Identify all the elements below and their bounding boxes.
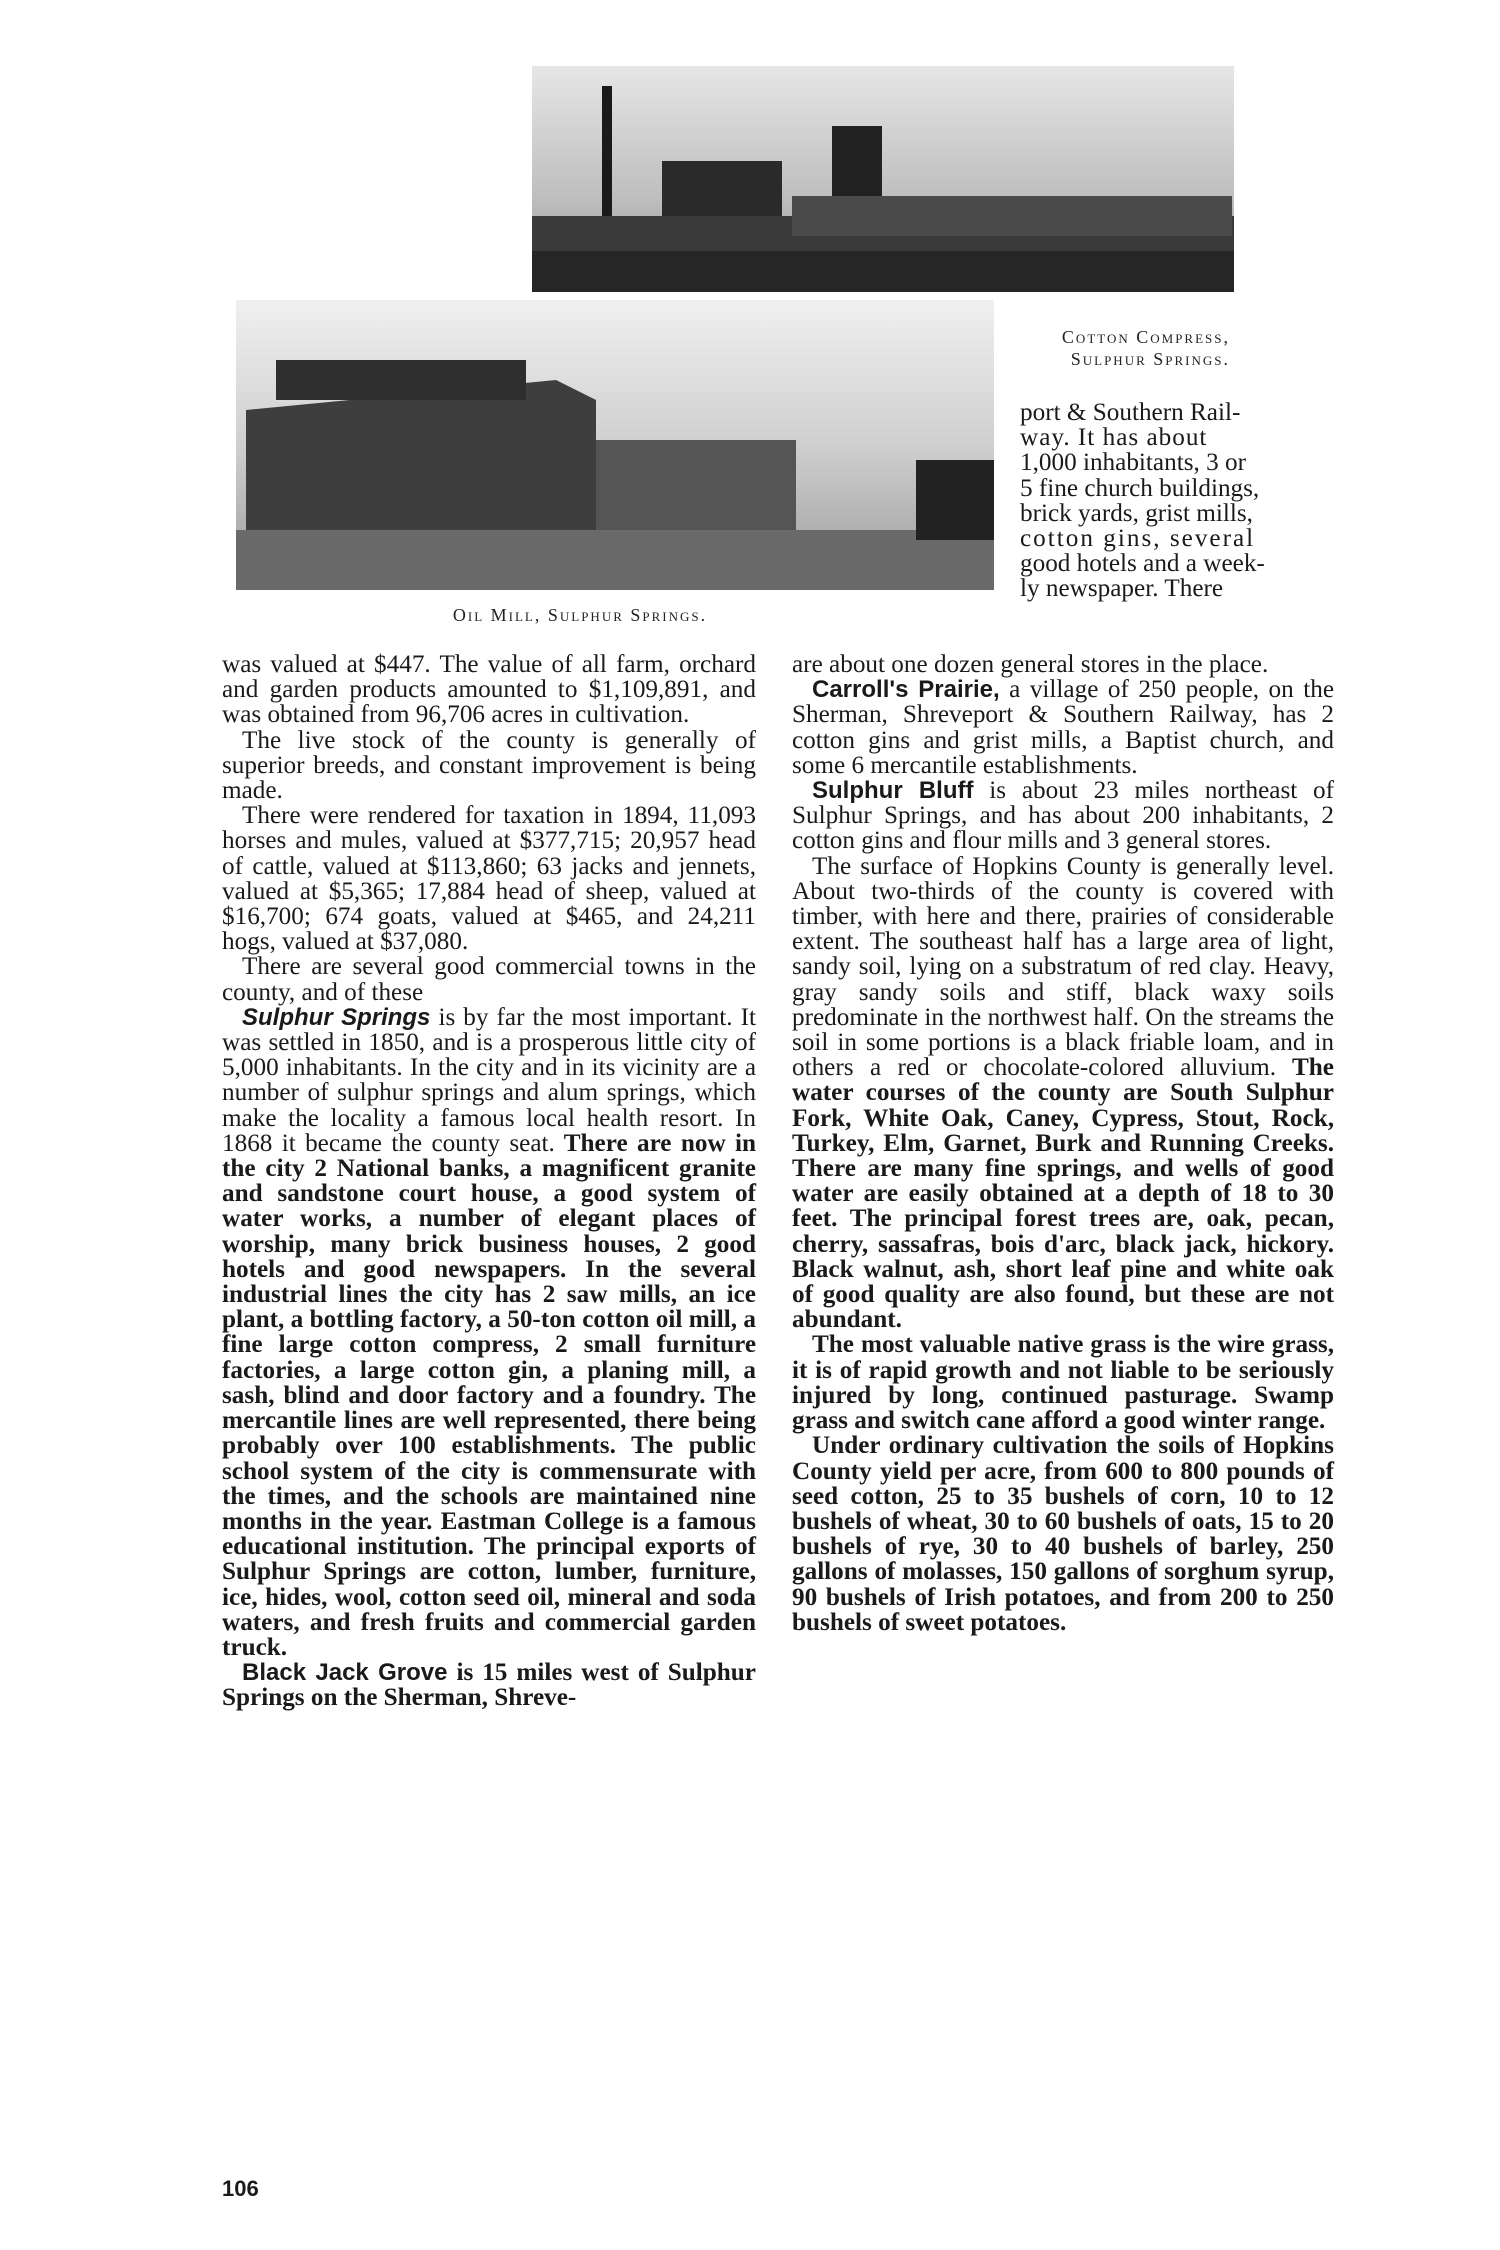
right-intro-line: port & Southern Rail- <box>1020 399 1241 426</box>
paragraph: are about one dozen general stores in the place. <box>792 651 1269 678</box>
oil-mill-photo <box>236 300 994 590</box>
paragraph: There are several good commercial towns in the county, and of these <box>222 953 756 1006</box>
right-intro-line: ly newspaper. There <box>1020 575 1224 603</box>
carrolls-prairie-heading: Carroll's Prairie, <box>812 676 1000 704</box>
cotton-compress-caption: Cotton Compress, Sulphur Springs. <box>1061 327 1230 369</box>
page-number: 106 <box>222 2176 259 2201</box>
paragraph: The surface of Hopkins County is generally level. About two-thirds of the county is covered with timber, with here and there, prairies of considerable extent. The southeast half has a large area of light, sandy soil, lying on a substratum of red clay. Heavy, gray sandy soils and stiff, black waxy soils predominate in the northwest half. On the streams the soil in some portions is a black friable loam, and in others a red or chocolate-colored alluvium. The water courses of the county are South Sulphur Fork, White Oak, Caney, Cypress, Stout, Rock, Turkey, Elm, Garnet, Burk and Running Creeks. There are many fine springs, and wells of good water are easily obtained at a depth of 18 to 30 feet. The principal forest trees are, oak, pecan, cherry, sassafras, bois d'arc, black jack, hickory. Black walnut, ash, short leaf pine and white oak of good quality are also found, but these are not abundant. <box>792 852 1334 1334</box>
paragraph: Sulphur Bluff is about 23 miles northeast of Sulphur Springs, and has about 200 inhabitants, 2 cotton gins and flour mills and 3 general stores. <box>792 777 1335 855</box>
paragraph: The live stock of the county is generally of superior breeds, and constant improvement is being made. <box>222 726 756 805</box>
cotton-compress-photo <box>532 66 1234 292</box>
right-intro-line: brick yards, grist mills, <box>1020 499 1253 527</box>
paragraph: Under ordinary cultivation the soils of Hopkins County yield per acre, from 600 to 800 pounds of seed cotton, 25 to 35 bushels of corn, 10 to 12 bushels of wheat, 30 to 60 bushels of oats, 15 to 20 bushels of rye, 30 to 40 bushels of barley, 250 gallons of molasses, 150 gallons of sorghum syrup, 90 bushels of Irish potatoes, and from 200 to 250 bushels of sweet potatoes. <box>792 1432 1334 1636</box>
sulphur-springs-heading: Sulphur Springs <box>242 1003 431 1031</box>
paragraph: Black Jack Grove is 15 miles west of Sulphur Springs on the Sherman, Shreve- <box>222 1659 756 1712</box>
right-intro-line: 5 fine church buildings, <box>1020 474 1260 502</box>
paragraph: Sulphur Springs is by far the most important. It was settled in 1850, and is a prosperous little city of 5,000 inhabitants. In the city and in its vicinity are a number of sulphur springs and alum springs, which make the locality a famous local health resort. In 1868 it became the county seat. There are now in the city 2 National banks, a magnificent granite and sandstone court house, a good system of water works, a number of elegant places of worship, many brick business houses, 2 good hotels and good newspapers. In the several industrial lines the city has 2 saw mills, an ice plant, a bottling factory, a 50-ton cotton oil mill, a fine large cotton compress, 2 small furniture factories, a large cotton gin, a planing mill, a sash, blind and door factory and a foundry. The mercantile lines are well represented, there being probably over 100 establishments. The public school system of the city is commensurate with the times, and the schools are maintained nine months in the year. Eastman College is a famous educational institution. The principal exports of Sulphur Springs are cotton, lumber, furniture, ice, hides, wool, cotton seed oil, mineral and soda waters, and fresh fruits and commercial garden truck. <box>222 1003 756 1661</box>
sulphur-bluff-heading: Sulphur Bluff <box>812 777 974 805</box>
right-intro-line: way. It has about <box>1020 424 1208 452</box>
right-column <box>792 652 1334 1635</box>
right-intro-line: cotton gins, several <box>1020 525 1256 553</box>
black-jack-grove-heading: Black Jack Grove <box>242 1659 448 1687</box>
right-intro-text <box>1020 400 1332 602</box>
left-column <box>222 652 756 1711</box>
right-intro-line: good hotels and a week- <box>1020 550 1265 578</box>
paragraph: Carroll's Prairie, a village of 250 people, on the Sherman, Shreveport & Southern Railway, has 2 cotton gins and grist mills, a Baptist church, and some 6 mercantile establishments. <box>792 676 1334 779</box>
paragraph: The most valuable native grass is the wire grass, it is of rapid growth and not liable to be seriously injured by long, continued pasturage. Swamp grass and switch cane afford a good winter range. <box>792 1331 1334 1435</box>
right-intro-line: 1,000 inhabitants, 3 or <box>1020 449 1246 477</box>
oil-mill-caption: Oil Mill, Sulphur Springs. <box>452 605 708 625</box>
paragraph: There were rendered for taxation in 1894, 11,093 horses and mules, valued at $377,715; 20,957 head of cattle, valued at $113,860; 63 jacks and jennets, valued at $5,365; 17,884 head of sheep, valued at $16,700; 674 goats, valued at $465, and 24,211 hogs, valued at $37,080. <box>222 802 756 956</box>
paragraph: was valued at $447. The value of all farm, orchard and garden products amounted to $1,109,891, and was obtained from 96,706 acres in cultivation. <box>222 651 756 729</box>
